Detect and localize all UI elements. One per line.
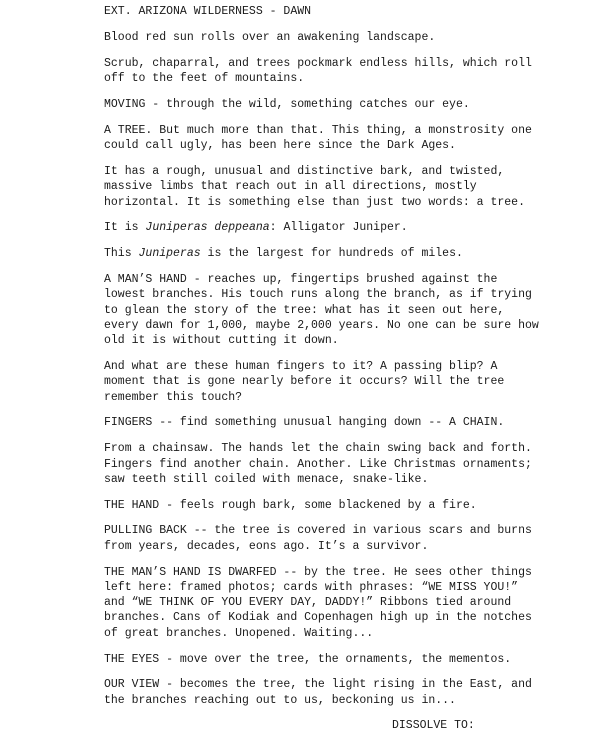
action-paragraph-2: Scrub, chaparral, and trees pockmark endless hills, which roll off to the feet of mountains. [104, 57, 539, 86]
action-paragraph-4: A TREE. But much more than that. This thing, a monstrosity one could call ugly, has been here since the Dark Ages. [104, 123, 539, 153]
scene-heading: EXT. ARIZONA WILDERNESS - DAWN [104, 5, 312, 18]
genus-name-italic: Juniperas [138, 247, 201, 261]
p7-text-after: is the largest for hundreds of miles. [200, 247, 463, 261]
action-paragraph-15: THE EYES - move over the tree, the ornaments, the mementos. [104, 652, 512, 666]
action-paragraph-10: FINGERS -- find something unusual hanging down -- A CHAIN. [104, 416, 505, 430]
p7-text-before: This [104, 247, 139, 261]
action-paragraph-3: MOVING - through the wild, something catches our eye. [104, 98, 470, 112]
action-paragraph-9: And what are these human fingers to it? A passing blip? A moment that is gone nearly before it occurs? Will the tree remember this touch? [104, 360, 512, 404]
action-paragraph-12: THE HAND - feels rough bark, some blackened by a fire. [104, 498, 477, 512]
action-paragraph-16: OUR VIEW - becomes the tree, the light rising in the East, and the branches reaching out to us, beckoning us in... [104, 678, 539, 707]
transition: DISSOLVE TO: [392, 719, 475, 733]
p6-text-before: It is [104, 221, 146, 235]
action-paragraph-6 [104, 220, 544, 235]
screenplay-body [104, 4, 544, 734]
action-paragraph-8: A MAN’S HAND - reaches up, fingertips brushed against the lowest branches. His touch runs along the branch, as if trying to glean the story of the tree: what has it seen out here, every dawn for 1,000, maybe 2,000 years. No one can be sure how old it is without cutting it down. [104, 273, 546, 348]
action-paragraph-13: PULLING BACK -- the tree is covered in various scars and burns from years, decades, eons ago. It’s a survivor. [104, 524, 539, 553]
action-paragraph-11: From a chainsaw. The hands let the chain swing back and forth. Fingers find another chain. Another. Like Christmas ornaments; saw teeth still coiled with menace, snake-like. [104, 442, 539, 486]
action-paragraph-1: Blood red sun rolls over an awakening landscape. [104, 31, 436, 45]
action-paragraph-7 [104, 246, 544, 261]
action-paragraph-5: It has a rough, unusual and distinctive bark, and twisted, massive limbs that reach out in all directions, mostly horizontal. It is something else than just two words: a tree. [104, 165, 525, 209]
p6-text-after: : Alligator Juniper. [269, 221, 408, 235]
action-paragraph-14: THE MAN’S HAND IS DWARFED -- by the tree. He sees other things left here: framed photos; cards with phrases: “WE MISS YOU!” and “WE THINK OF YOU EVERY DAY, DADDY!” Ribbons tied around branches. Cans of Kodiak and Copenhagen high up in the notches of great branches. Unopened. Waiting... [104, 565, 539, 640]
species-name-italic: Juniperas deppeana [145, 221, 270, 235]
